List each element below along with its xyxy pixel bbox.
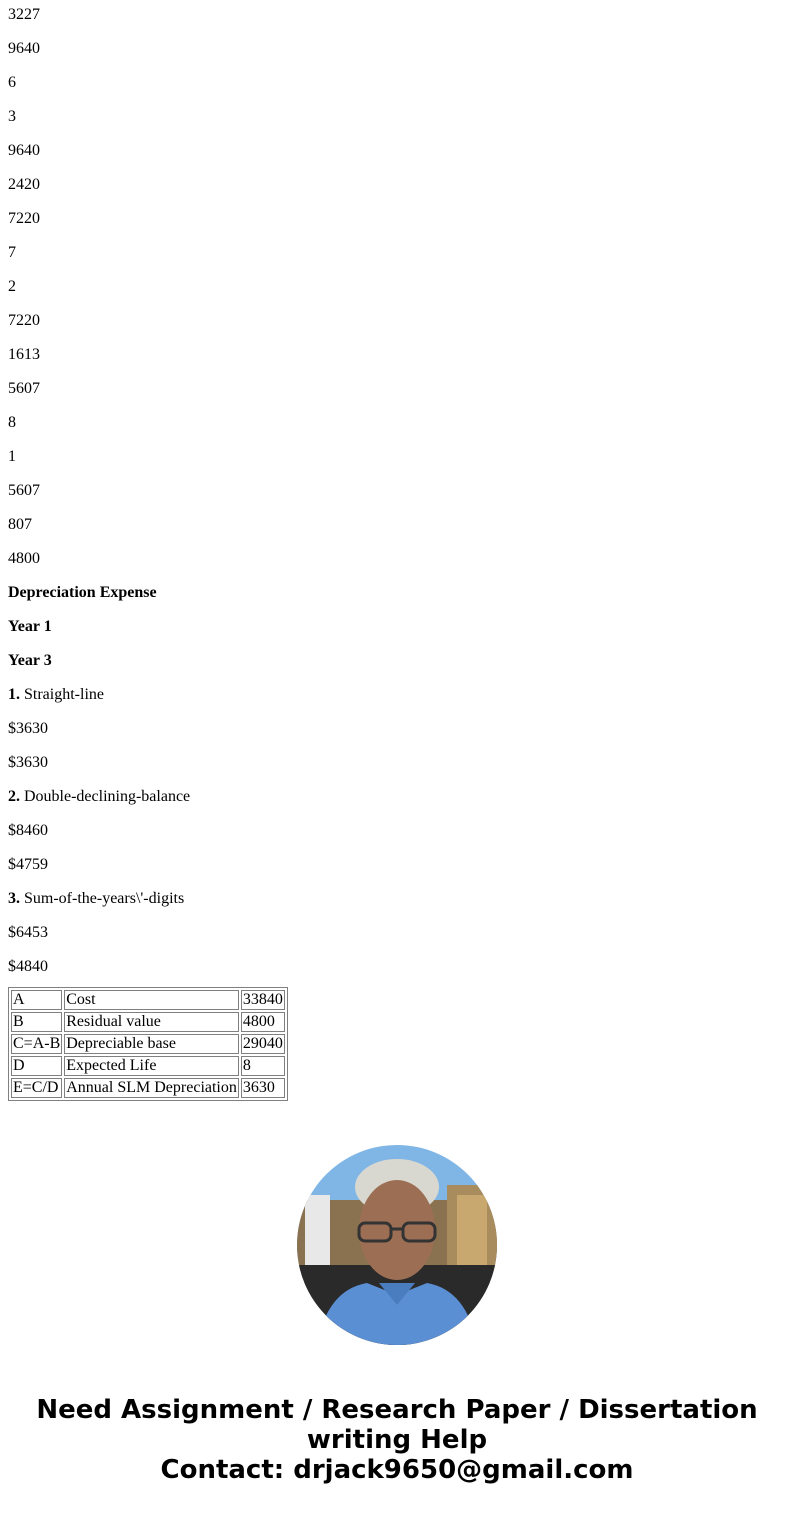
- table-cell: 8: [241, 1056, 285, 1076]
- table-row: [11, 1012, 285, 1032]
- number-list: [8, 0, 786, 570]
- number-value: 4800: [8, 550, 40, 567]
- table-cell: 4800: [241, 1012, 285, 1032]
- table-row: [11, 990, 285, 1010]
- section-heading: Depreciation Expense: [8, 584, 157, 601]
- number-value: 7220: [8, 312, 40, 329]
- table-cell: Expected Life: [64, 1056, 239, 1076]
- footer-contact-email: Contact: drjack9650@gmail.com: [160, 1455, 634, 1485]
- number-value: 6: [8, 74, 16, 91]
- year-3-label: Year 3: [8, 652, 52, 669]
- number-value: 807: [8, 516, 32, 533]
- method-number: 1.: [8, 686, 20, 703]
- number-value: 2420: [8, 176, 40, 193]
- year-1-label: Year 1: [8, 618, 52, 635]
- method-y3-value: $4759: [8, 856, 48, 873]
- table-cell: Cost: [64, 990, 239, 1010]
- number-value: 1: [8, 448, 16, 465]
- author-avatar: [297, 1145, 497, 1345]
- number-value: 9640: [8, 142, 40, 159]
- number-value: 8: [8, 414, 16, 431]
- table-row: [11, 1078, 285, 1098]
- table-cell: A: [11, 990, 62, 1010]
- method-y1-value: $6453: [8, 924, 48, 941]
- method-label: [8, 774, 786, 808]
- number-value: 3227: [8, 6, 40, 23]
- table-row: [11, 1034, 285, 1054]
- table-cell: D: [11, 1056, 62, 1076]
- method-y3-value: $3630: [8, 754, 48, 771]
- table-row: [11, 1056, 285, 1076]
- number-value: 2: [8, 278, 16, 295]
- table-cell: Annual SLM Depreciation: [66, 1079, 237, 1096]
- method-name: Straight-line: [24, 686, 104, 703]
- table-cell: Residual value: [64, 1012, 239, 1032]
- table-cell: 29040: [242, 1035, 283, 1052]
- table-cell: Depreciable base: [64, 1034, 239, 1054]
- method-label: [8, 672, 786, 706]
- footer-contact: [0, 1395, 794, 1485]
- number-value: 1613: [8, 346, 40, 363]
- slm-depreciation-table: [8, 987, 288, 1101]
- method-name: Double-declining-balance: [24, 788, 191, 805]
- table-cell: E=C/D: [11, 1078, 62, 1098]
- footer-line-2: writing Help: [306, 1425, 488, 1455]
- method-y3-value: $4840: [8, 958, 48, 975]
- number-value: 9640: [8, 40, 40, 57]
- method-name: Sum-of-the-years\'-digits: [24, 890, 185, 907]
- methods-list: [8, 672, 786, 978]
- number-value: 3: [8, 108, 16, 125]
- table-cell: B: [11, 1012, 62, 1032]
- footer-line-1: Need Assignment / Research Paper / Dissertation: [36, 1395, 758, 1425]
- method-number: 2.: [8, 788, 20, 805]
- person-photo-icon: [297, 1145, 497, 1345]
- method-label: [8, 876, 786, 910]
- method-y1-value: $3630: [8, 720, 48, 737]
- table-cell: C=A-B: [13, 1035, 61, 1052]
- method-number: 3.: [8, 890, 20, 907]
- number-value: 7: [8, 244, 16, 261]
- number-value: 5607: [8, 380, 40, 397]
- table-cell: 3630: [241, 1078, 285, 1098]
- number-value: 5607: [8, 482, 40, 499]
- method-y1-value: $8460: [8, 822, 48, 839]
- number-value: 7220: [8, 210, 40, 227]
- table-cell: 33840: [242, 991, 283, 1008]
